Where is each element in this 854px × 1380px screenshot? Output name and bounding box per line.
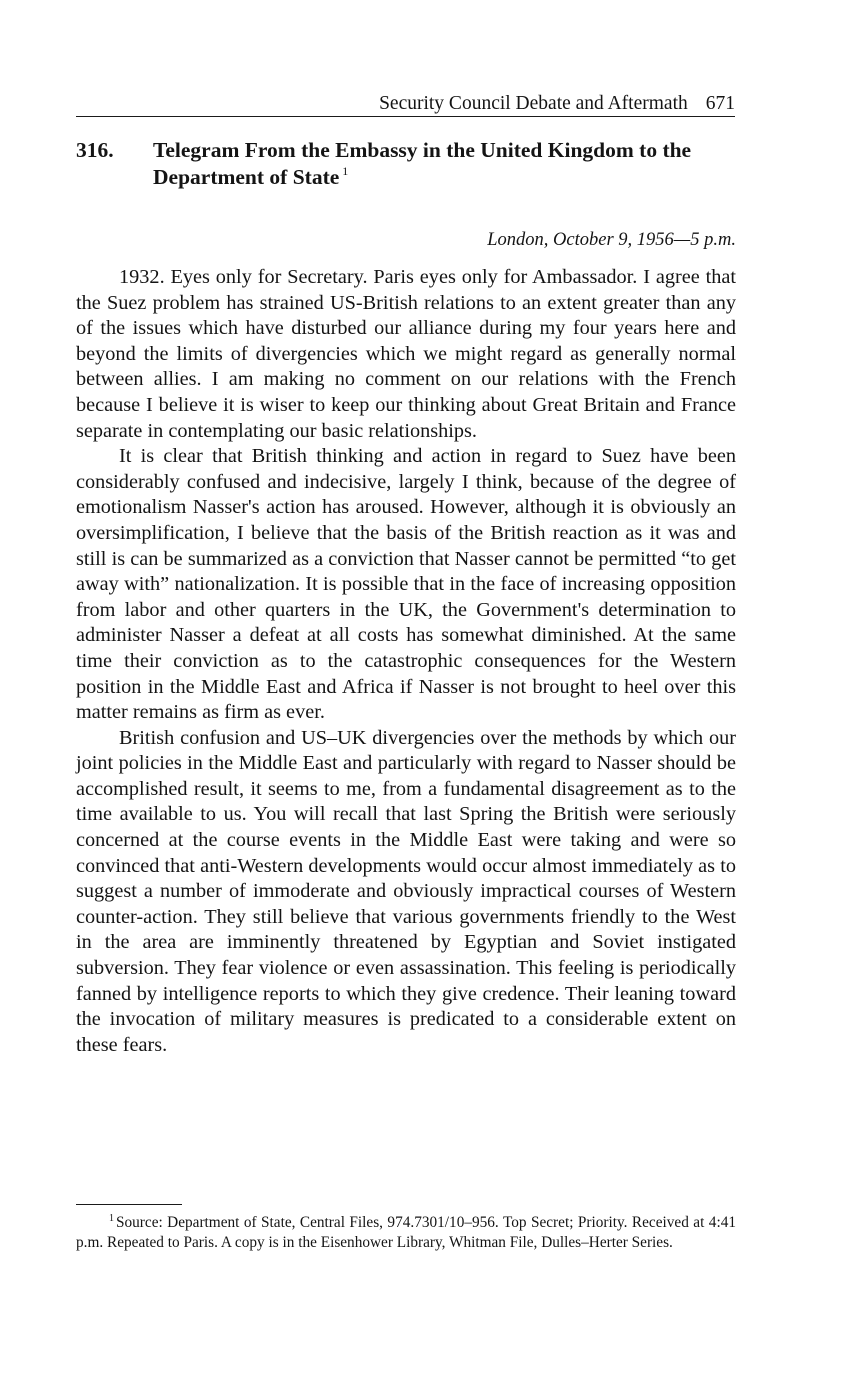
paragraph: 1932. Eyes only for Secretary. Paris eyes only for Ambassador. I agree that the Suez problem has strained US-British relations to an extent greater than any of the issues which have disturbed our alliance during my four years here and beyond the limits of divergencies which we might regard as generally normal between allies. I am making no comment on our relations with the French because I believe it is wiser to keep our thinking about Great Britain and France separate in contemplating our basic relationships. bbox=[76, 266, 736, 442]
paragraph: British confusion and US–UK divergencies over the methods by which our joint policies in the Middle East and particularly with regard to Nasser should be accomplished result, it seems to me, from a fundamental disagreement as to the time available to us. You will recall that last Spring the British were seriously concerned at the course events in the Middle East were taking and were so convinced that anti-Western developments would occur almost immediately as to suggest a number of immoderate and obviously impractical courses of Western counter-action. They still believe that various governments friendly to the West in the area are imminently threatened by Egyptian and Soviet instigated subversion. They fear violence or even assassination. This feeling is periodically fanned by intelligence reports to which they give credence. Their leaning toward the invocation of military measures is predicated to a considerable extent on these fears. bbox=[76, 726, 736, 1056]
footnote bbox=[76, 1213, 736, 1252]
footnote-divider bbox=[76, 1204, 182, 1205]
paragraph: It is clear that British thinking and action in regard to Suez have been considerably confused and indecisive, largely I think, because of the degree of emotionalism Nasser's action has aroused. However, although it is obviously an oversimplification, I believe that the basis of the British reaction as it was and still is can be summarized as a conviction that Nasser cannot be permitted “to get away with” nationalization. It is possible that in the face of increasing opposition from labor and other quarters in the UK, the Government's determination to administer Nasser a defeat at all costs has somewhat diminished. At the same time their conviction as to the catastrophic consequences for the Western position in the Middle East and Africa if Nasser is not brought to heel over this matter remains as firm as ever. bbox=[76, 445, 736, 724]
footnote-marker: 1 bbox=[109, 1213, 114, 1224]
running-head bbox=[76, 92, 735, 117]
document-title: Telegram From the Embassy in the United Kingdom to the Department of State bbox=[153, 138, 692, 189]
footnote-text: Source: Department of State, Central Files, 974.7301/10–956. Top Secret; Priority. Received at 4:41 p.m. Repeated to Paris. A copy is in the Eisenhower Library, Whitman File, Dulles–Herter Series. bbox=[76, 1214, 736, 1251]
dateline: London, October 9, 1956—5 p.m. bbox=[487, 230, 736, 250]
document-title-block bbox=[153, 137, 733, 191]
telegram-body bbox=[76, 265, 736, 1058]
footnote-reference: 1 bbox=[342, 164, 349, 178]
document-number: 316. bbox=[76, 138, 114, 162]
page-number: 671 bbox=[705, 93, 735, 114]
running-head-title: Security Council Debate and Aftermath bbox=[379, 93, 688, 114]
